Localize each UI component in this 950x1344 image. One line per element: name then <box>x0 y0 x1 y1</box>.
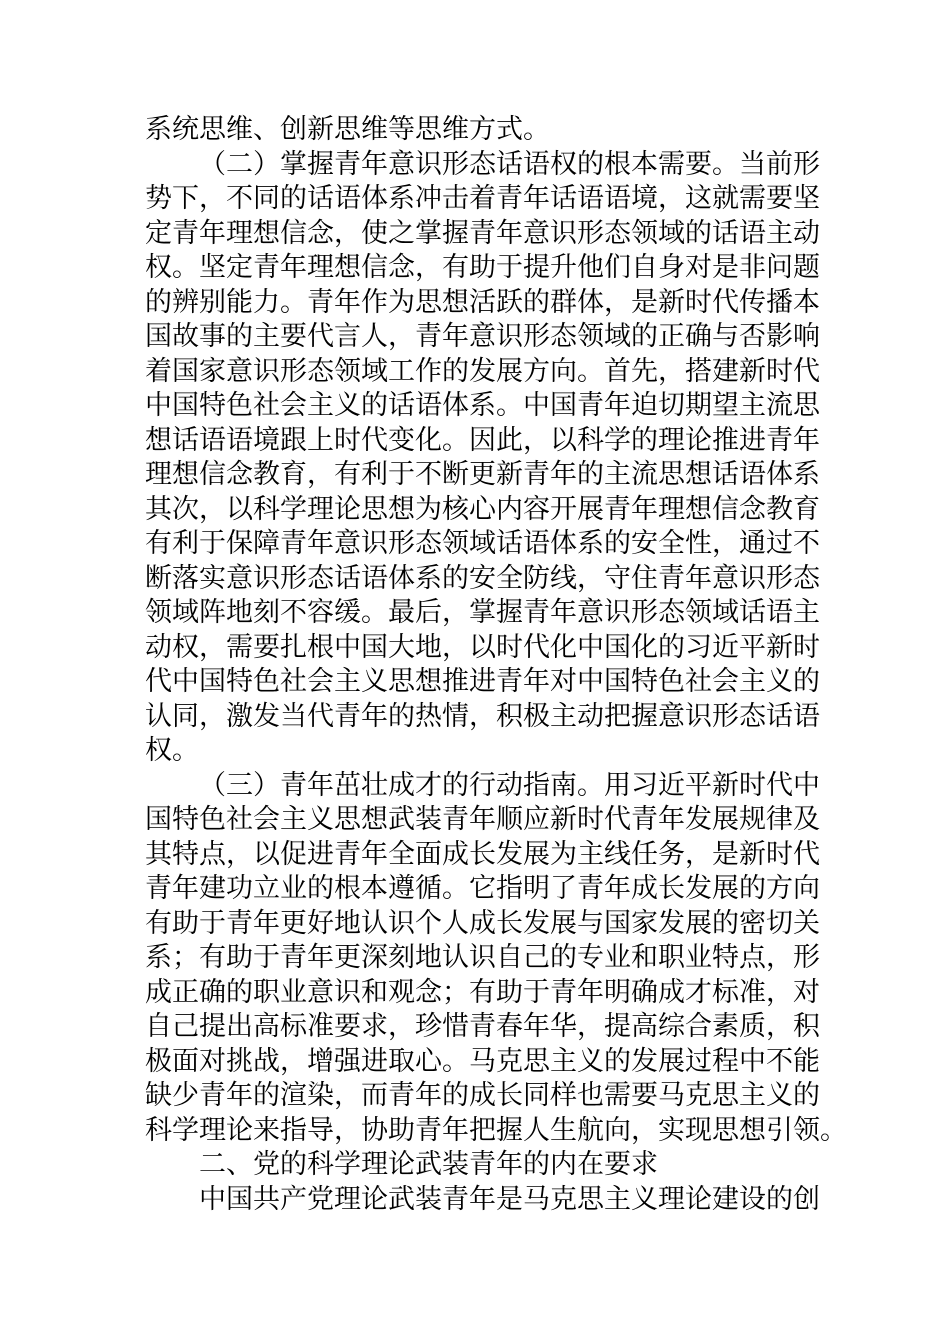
text-line: 认同，激发当代青年的热情，积极主动把握意识形态话语 <box>145 700 820 732</box>
text-line: 权。 <box>145 735 199 766</box>
text-line: 权。坚定青年理想信念，有助于提升他们自身对是非问题 <box>145 252 820 283</box>
text-line: 国特色社会主义思想武装青年顺应新时代青年发展规律及 <box>145 804 820 835</box>
paragraph-heading-line: （三）青年茁壮成才的行动指南。用习近平新时代中 <box>199 769 820 801</box>
text-line: 系；有助于青年更深刻地认识自己的专业和职业特点，形 <box>145 942 820 973</box>
text-line: 领域阵地刻不容缓。最后，掌握青年意识形态领域话语主 <box>145 597 820 628</box>
text-line: 断落实意识形态话语体系的安全防线，守住青年意识形态 <box>145 562 820 594</box>
text-line: 想话语语境跟上时代变化。因此，以科学的理论推进青年 <box>145 424 820 456</box>
text-line: 动权，需要扎根中国大地，以时代化中国化的习近平新时 <box>145 631 820 663</box>
text-line: 自己提出高标准要求，珍惜青春年华，提高综合素质，积 <box>145 1011 820 1042</box>
text-line: 中国特色社会主义的话语体系。中国青年迫切期望主流思 <box>145 390 820 421</box>
text-line: 理想信念教育，有利于不断更新青年的主流思想话语体系 <box>145 459 820 490</box>
body-text <box>145 113 847 1217</box>
text-line: 着国家意识形态领域工作的发展方向。首先，搭建新时代 <box>145 355 820 387</box>
text-line: 缺少青年的渲染，而青年的成长同样也需要马克思主义的 <box>145 1080 820 1111</box>
text-line: 青年建功立业的根本遵循。它指明了青年成长发展的方向 <box>145 873 820 904</box>
text-line: 定青年理想信念，使之掌握青年意识形态领域的话语主动 <box>145 217 820 249</box>
text-line: 其特点，以促进青年全面成长发展为主线任务，是新时代 <box>145 838 820 870</box>
text-line: 极面对挑战，增强进取心。马克思主义的发展过程中不能 <box>145 1045 820 1077</box>
text-line: 有利于保障青年意识形态领域话语体系的安全性，通过不 <box>145 528 820 559</box>
text-line: 其次，以科学理论思想为核心内容开展青年理想信念教育 <box>145 493 820 525</box>
section-heading: 二、党的科学理论武装青年的内在要求 <box>199 1149 658 1180</box>
text-line: 的辨别能力。青年作为思想活跃的群体，是新时代传播本 <box>145 286 820 318</box>
text-line: 国故事的主要代言人，青年意识形态领域的正确与否影响 <box>145 321 820 352</box>
text-line: 成正确的职业意识和观念；有助于青年明确成才标准，对 <box>145 976 820 1008</box>
text-line: 有助于青年更好地认识个人成长发展与国家发展的密切关 <box>145 907 820 939</box>
text-line: 科学理论来指导，协助青年把握人生航向，实现思想引领。 <box>145 1114 847 1146</box>
text-line: 系统思维、创新思维等思维方式。 <box>145 114 550 145</box>
text-line: 代中国特色社会主义思想推进青年对中国特色社会主义的 <box>145 666 820 697</box>
paragraph-heading-line: （二）掌握青年意识形态话语权的根本需要。当前形 <box>199 148 820 180</box>
text-line: 势下，不同的话语体系冲击着青年话语语境，这就需要坚 <box>145 183 820 214</box>
text-line: 中国共产党理论武装青年是马克思主义理论建设的创 <box>199 1183 820 1215</box>
